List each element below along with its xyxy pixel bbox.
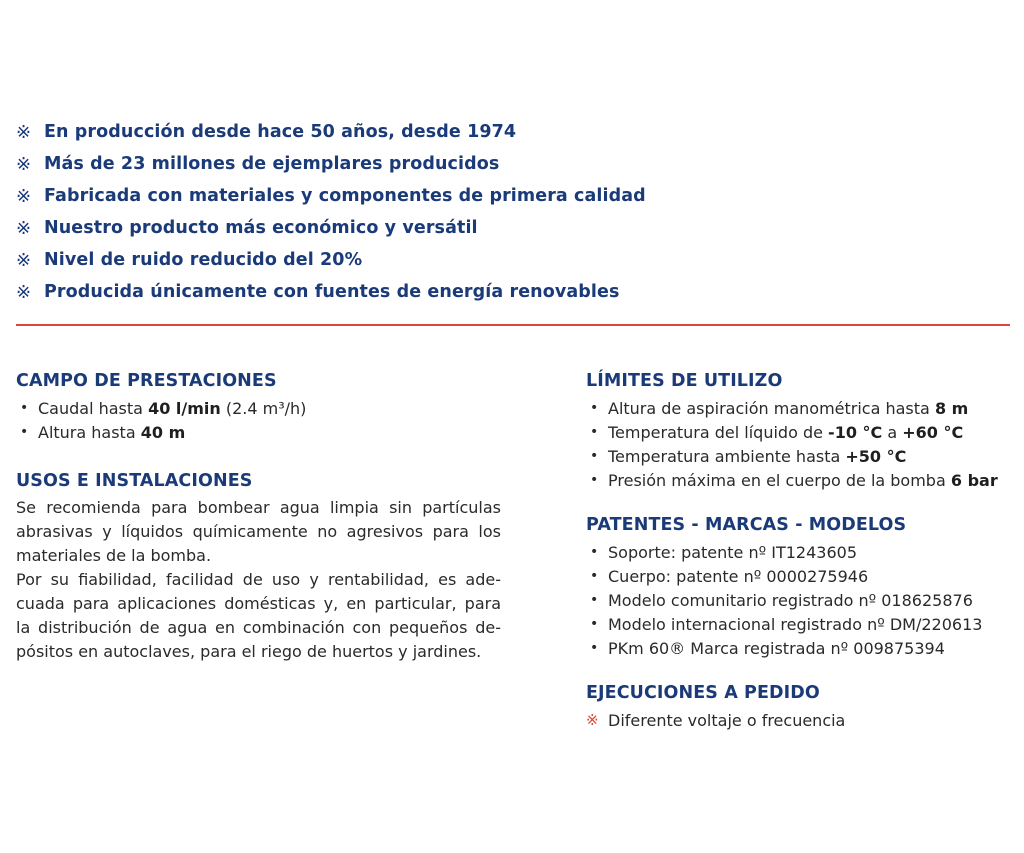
usos-paragraph: [16, 496, 501, 664]
feature-list: [16, 116, 1016, 308]
limites-item: [586, 468, 1016, 492]
bullet-icon: •: [590, 616, 599, 632]
reference-mark-icon: ※: [16, 249, 32, 271]
reference-mark-icon: ※: [16, 217, 32, 239]
feature-item: [16, 276, 1016, 308]
patentes-item: [586, 612, 1016, 636]
limites-title: LÍMITES DE UTILIZO: [586, 371, 783, 391]
usos-line: Por su fiabilidad, facilidad de uso y rentabilidad, es ade-: [16, 570, 501, 589]
feature-item: [16, 244, 1016, 276]
feature-item: [16, 148, 1016, 180]
patentes-item-text: Modelo internacional registrado nº DM/220613: [608, 614, 983, 634]
limites-item-pre: Presión máxima en el cuerpo de la bomba: [608, 470, 946, 490]
limites-item: [586, 420, 1016, 444]
feature-text: Nuestro producto más económico y versátil: [44, 218, 478, 238]
patentes-item: [586, 540, 1016, 564]
ejecuciones-item: [586, 708, 1016, 732]
patentes-item: [586, 588, 1016, 612]
reference-mark-icon: ※: [16, 153, 32, 175]
patentes-item-text: Cuerpo: patente nº 0000275946: [608, 566, 869, 586]
usos-line: abrasivas y líquidos químicamente no agresivos para los: [16, 522, 501, 541]
limites-item-mid: a: [887, 422, 898, 442]
feature-text: Nivel de ruido reducido del 20%: [44, 250, 363, 270]
limites-list: [586, 396, 1016, 492]
campo-item-value: 40 m: [140, 422, 186, 442]
usos-line: la distribución de agua en combinación con pequeños de-: [16, 618, 501, 637]
ejecuciones-title: EJECUCIONES A PEDIDO: [586, 683, 820, 703]
bullet-icon: •: [590, 544, 599, 560]
usos-line: pósitos en autoclaves, para el riego de huertos y jardines.: [16, 642, 482, 661]
reference-mark-icon: ※: [16, 185, 32, 207]
campo-item: [16, 420, 501, 444]
bullet-icon: •: [20, 424, 29, 440]
limites-item-value: +60 °C: [902, 422, 964, 442]
feature-text: En producción desde hace 50 años, desde 1974: [44, 122, 517, 142]
campo-item-value: 40 l/min: [148, 398, 221, 418]
bullet-icon: •: [590, 568, 599, 584]
usos-line: cuada para aplicaciones domésticas y, en particular, para: [16, 594, 501, 613]
campo-item: [16, 396, 501, 420]
feature-item: [16, 116, 1016, 148]
section-divider: [16, 324, 1010, 326]
limites-item-pre: Altura de aspiración manométrica hasta: [608, 398, 930, 418]
campo-title: CAMPO DE PRESTACIONES: [16, 371, 277, 391]
reference-mark-icon: ※: [16, 121, 32, 143]
campo-item-post: (2.4 m³/h): [225, 398, 307, 418]
patentes-list: [586, 540, 1016, 660]
bullet-icon: •: [20, 400, 29, 416]
limites-item-value: +50 °C: [845, 446, 907, 466]
patentes-item-text: PKm 60® Marca registrada nº 009875394: [608, 638, 945, 658]
ejecuciones-list: [586, 708, 1016, 732]
patentes-item-text: Soporte: patente nº IT1243605: [608, 542, 857, 562]
feature-item: [16, 180, 1016, 212]
limites-item: [586, 396, 1016, 420]
limites-item-value: 8 m: [934, 398, 969, 418]
limites-item-value: 6 bar: [950, 470, 998, 490]
bullet-icon: •: [590, 472, 599, 488]
reference-mark-icon: ※: [586, 711, 599, 729]
bullet-icon: •: [590, 400, 599, 416]
bullet-icon: •: [590, 592, 599, 608]
right-column: [586, 368, 1016, 732]
left-column: [16, 368, 501, 664]
patentes-item: [586, 564, 1016, 588]
limites-item-pre: Temperatura del líquido de: [608, 422, 823, 442]
campo-item-pre: Altura hasta: [38, 422, 136, 442]
feature-text: Fabricada con materiales y componentes de primera calidad: [44, 186, 646, 206]
bullet-icon: •: [590, 640, 599, 656]
campo-list: [16, 396, 501, 444]
feature-item: [16, 212, 1016, 244]
patentes-item: [586, 636, 1016, 660]
feature-text: Producida únicamente con fuentes de energía renovables: [44, 282, 620, 302]
usos-title: USOS E INSTALACIONES: [16, 471, 253, 491]
bullet-icon: •: [590, 424, 599, 440]
usos-line: materiales de la bomba.: [16, 546, 212, 565]
usos-line: Se recomienda para bombear agua limpia sin partículas: [16, 498, 501, 517]
ejecuciones-item-text: Diferente voltaje o frecuencia: [608, 710, 846, 730]
limites-item: [586, 444, 1016, 468]
bullet-icon: •: [590, 448, 599, 464]
reference-mark-icon: ※: [16, 281, 32, 303]
limites-item-pre: Temperatura ambiente hasta: [608, 446, 841, 466]
feature-text: Más de 23 millones de ejemplares producidos: [44, 154, 500, 174]
campo-item-pre: Caudal hasta: [38, 398, 143, 418]
patentes-title: PATENTES - MARCAS - MODELOS: [586, 515, 907, 535]
limites-item-value: -10 °C: [828, 422, 883, 442]
patentes-item-text: Modelo comunitario registrado nº 018625876: [608, 590, 973, 610]
